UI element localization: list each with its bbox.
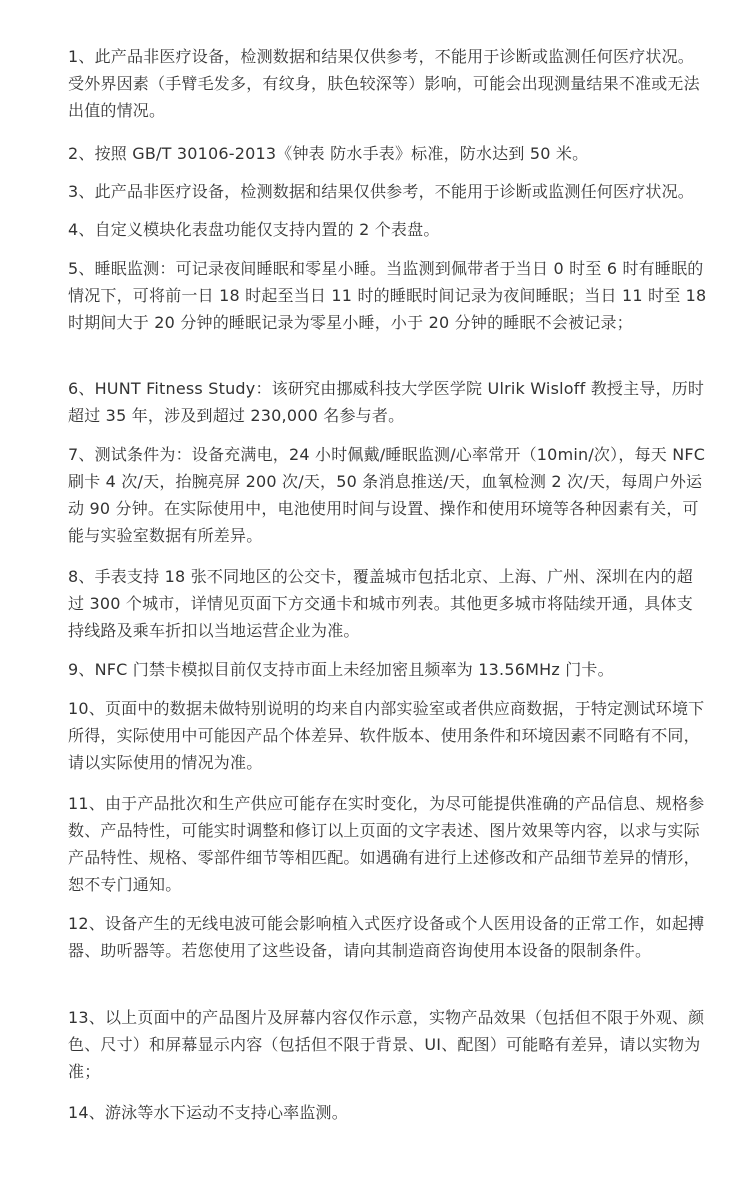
note-8: 8、手表支持 18 张不同地区的公交卡，覆盖城市包括北京、上海、广州、深圳在内的超过 300 个城市，详情见页面下方交通卡和城市列表。其他更多城市将陆续开通，具体支持线路及乘车折扣以当地运营企业为准。 (68, 567, 693, 640)
note-14: 14、游泳等水下运动不支持心率监测。 (68, 1103, 348, 1122)
note-3: 3、此产品非医疗设备，检测数据和结果仅供参考，不能用于诊断或监测任何医疗状况。 (68, 182, 694, 201)
note-2: 2、按照 GB/T 30106-2013《钟表 防水手表》标准，防水达到 50 米。 (68, 144, 589, 163)
note-12: 12、设备产生的无线电波可能会影响植入式医疗设备或个人医用设备的正常工作，如起搏器、助听器等。若您使用了这些设备，请向其制造商咨询使用本设备的限制条件。 (68, 914, 705, 960)
note-5: 5、睡眠监测：可记录夜间睡眠和零星小睡。当监测到佩带者于当日 0 时至 6 时有睡眠的情况下，可将前一日 18 时起至当日 11 时的睡眠时间记录为夜间睡眠；当日 11 时至 18 时期间大于 20 分钟的睡眠记录为零星小睡，小于 20 分钟的睡眠不会被记录； (68, 259, 707, 332)
note-9: 9、NFC 门禁卡模拟目前仅支持市面上未经加密且频率为 13.56MHz 门卡。 (68, 660, 614, 679)
note-10: 10、页面中的数据未做特别说明的均来自内部实验室或者供应商数据，于特定测试环境下所得，实际使用中可能因产品个体差异、软件版本、使用条件和环境因素不同略有不同，请以实际使用的情况为准。 (68, 699, 705, 772)
note-11: 11、由于产品批次和生产供应可能存在实时变化，为尽可能提供准确的产品信息、规格参数、产品特性，可能实时调整和修订以上页面的文字表述、图片效果等内容，以求与实际产品特性、规格、零部件细节等相匹配。如遇确有进行上述修改和产品细节差异的情形，恕不专门通知。 (68, 794, 705, 894)
note-6: 6、HUNT Fitness Study：该研究由挪威科技大学医学院 Ulrik Wisloff 教授主导，历时超过 35 年，涉及到超过 230,000 名参与者。 (68, 379, 705, 425)
note-1: 1、此产品非医疗设备，检测数据和结果仅供参考，不能用于诊断或监测任何医疗状况。受外界因素（手臂毛发多，有纹身，肤色较深等）影响，可能会出现测量结果不准或无法出值的情况。 (68, 47, 700, 120)
note-4: 4、自定义模块化表盘功能仅支持内置的 2 个表盘。 (68, 220, 440, 239)
note-7: 7、测试条件为：设备充满电，24 小时佩戴/睡眠监测/心率常开（10min/次），每天 NFC 刷卡 4 次/天，抬腕亮屏 200 次/天，50 条消息推送/天，血氧检测 2 次/天，每周户外运动 90 分钟。在实际使用中，电池使用时间与设置、操作和使用环境等各种因素有关，可能与实验室数据有所差异。 (68, 445, 706, 545)
note-13: 13、以上页面中的产品图片及屏幕内容仅作示意，实物产品效果（包括但不限于外观、颜色、尺寸）和屏幕显示内容（包括但不限于背景、UI、配图）可能略有差异，请以实物为准； (68, 1008, 705, 1081)
